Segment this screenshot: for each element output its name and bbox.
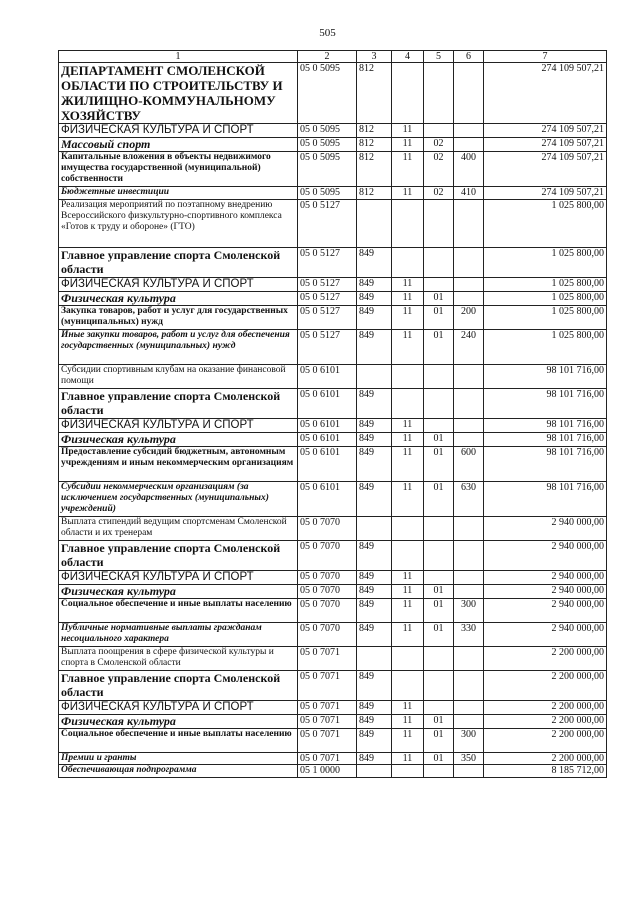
- expense-type-code: [454, 765, 484, 778]
- expense-type-code: [454, 418, 484, 432]
- section-code: [392, 247, 424, 277]
- table-row: [59, 646, 607, 670]
- administrator-code: 849: [357, 446, 392, 481]
- subsection-code: [424, 364, 454, 388]
- table-row: [59, 291, 607, 305]
- subsection-code: [424, 63, 454, 124]
- administrator-code: 812: [357, 138, 392, 152]
- administrator-code: 849: [357, 481, 392, 516]
- expense-type-code: 240: [454, 329, 484, 364]
- table-row: [59, 598, 607, 622]
- section-code: 11: [392, 584, 424, 598]
- administrator-code: 849: [357, 752, 392, 765]
- table-row: [59, 247, 607, 277]
- section-code: [392, 364, 424, 388]
- section-code: 11: [392, 432, 424, 446]
- item-name: Публичные нормативные выплаты гражданам несоциального характера: [59, 622, 298, 646]
- administrator-code: 849: [357, 418, 392, 432]
- administrator-code: [357, 364, 392, 388]
- item-name: Массовый спорт: [59, 138, 298, 152]
- target-article-code: 05 0 6101: [298, 446, 357, 481]
- table-row: [59, 124, 607, 138]
- item-name: Иные закупки товаров, работ и услуг для обеспечения государственных (муниципальных) нужд: [59, 329, 298, 364]
- section-code: [392, 540, 424, 570]
- target-article-code: 05 0 7070: [298, 584, 357, 598]
- amount: 2 200 000,00: [484, 728, 607, 752]
- amount: 1 025 800,00: [484, 291, 607, 305]
- expense-type-code: [454, 570, 484, 584]
- expense-type-code: [454, 516, 484, 540]
- subsection-code: 01: [424, 305, 454, 329]
- subsection-code: [424, 516, 454, 540]
- table-row: [59, 329, 607, 364]
- section-code: [392, 516, 424, 540]
- amount: 2 200 000,00: [484, 646, 607, 670]
- subsection-code: 01: [424, 584, 454, 598]
- target-article-code: 05 0 5127: [298, 277, 357, 291]
- table-row: [59, 584, 607, 598]
- administrator-code: 849: [357, 622, 392, 646]
- administrator-code: 849: [357, 432, 392, 446]
- administrator-code: 849: [357, 247, 392, 277]
- subsection-code: 01: [424, 752, 454, 765]
- budget-table: [58, 50, 607, 778]
- subsection-code: [424, 765, 454, 778]
- target-article-code: 05 0 7071: [298, 752, 357, 765]
- table-row: [59, 700, 607, 714]
- item-name: Реализация мероприятий по поэтапному внедрению Всероссийского физкультурно-спортивного комплекса «Готов к труду и обороне» (ГТО): [59, 199, 298, 247]
- target-article-code: 05 0 6101: [298, 481, 357, 516]
- expense-type-code: [454, 364, 484, 388]
- item-name: ДЕПАРТАМЕНТ СМОЛЕНСКОЙ ОБЛАСТИ ПО СТРОИТЕЛЬСТВУ И ЖИЛИЩНО-КОММУНАЛЬНОМУ ХОЗЯЙСТВУ: [59, 63, 298, 124]
- header-cell-5: 5: [424, 51, 454, 63]
- table-row: [59, 516, 607, 540]
- amount: 2 940 000,00: [484, 598, 607, 622]
- section-code: 11: [392, 277, 424, 291]
- section-code: 11: [392, 138, 424, 152]
- target-article-code: 05 0 7071: [298, 646, 357, 670]
- table-row: [59, 570, 607, 584]
- item-name: Физическая культура: [59, 291, 298, 305]
- item-name: Бюджетные инвестиции: [59, 187, 298, 200]
- target-article-code: 05 0 5095: [298, 152, 357, 187]
- amount: 1 025 800,00: [484, 329, 607, 364]
- item-name: Премии и гранты: [59, 752, 298, 765]
- expense-type-code: [454, 584, 484, 598]
- amount: 274 109 507,21: [484, 138, 607, 152]
- subsection-code: 01: [424, 446, 454, 481]
- amount: 274 109 507,21: [484, 187, 607, 200]
- table-row: [59, 63, 607, 124]
- expense-type-code: [454, 247, 484, 277]
- amount: 1 025 800,00: [484, 305, 607, 329]
- target-article-code: 05 0 5095: [298, 187, 357, 200]
- subsection-code: 02: [424, 152, 454, 187]
- expense-type-code: [454, 540, 484, 570]
- administrator-code: 849: [357, 570, 392, 584]
- expense-type-code: [454, 388, 484, 418]
- header-row: [59, 51, 607, 63]
- amount: 98 101 716,00: [484, 481, 607, 516]
- target-article-code: 05 0 7070: [298, 570, 357, 584]
- subsection-code: [424, 540, 454, 570]
- item-name: Главное управление спорта Смоленской области: [59, 247, 298, 277]
- subsection-code: [424, 247, 454, 277]
- target-article-code: 05 0 5127: [298, 247, 357, 277]
- item-name: ФИЗИЧЕСКАЯ КУЛЬТУРА И СПОРТ: [59, 124, 298, 138]
- table-row: [59, 388, 607, 418]
- expense-type-code: [454, 124, 484, 138]
- amount: 2 200 000,00: [484, 700, 607, 714]
- header-cell-3: 3: [357, 51, 392, 63]
- table-row: [59, 138, 607, 152]
- subsection-code: 01: [424, 598, 454, 622]
- amount: 98 101 716,00: [484, 364, 607, 388]
- target-article-code: 05 0 7070: [298, 622, 357, 646]
- section-code: 11: [392, 622, 424, 646]
- administrator-code: [357, 199, 392, 247]
- subsection-code: [424, 700, 454, 714]
- target-article-code: 05 0 7071: [298, 670, 357, 700]
- subsection-code: 02: [424, 187, 454, 200]
- target-article-code: 05 0 5095: [298, 124, 357, 138]
- expense-type-code: [454, 670, 484, 700]
- target-article-code: 05 0 5095: [298, 138, 357, 152]
- header-cell-1: 1: [59, 51, 298, 63]
- amount: 1 025 800,00: [484, 277, 607, 291]
- item-name: Выплата поощрения в сфере физической культуры и спорта в Смоленской области: [59, 646, 298, 670]
- administrator-code: 849: [357, 277, 392, 291]
- table-row: [59, 728, 607, 752]
- expense-type-code: 330: [454, 622, 484, 646]
- administrator-code: 849: [357, 291, 392, 305]
- table-row: [59, 432, 607, 446]
- expense-type-code: [454, 138, 484, 152]
- administrator-code: 849: [357, 329, 392, 364]
- section-code: [392, 199, 424, 247]
- section-code: [392, 388, 424, 418]
- item-name: Закупка товаров, работ и услуг для государственных (муниципальных) нужд: [59, 305, 298, 329]
- table-row: [59, 446, 607, 481]
- header-cell-4: 4: [392, 51, 424, 63]
- target-article-code: 05 0 7071: [298, 714, 357, 728]
- subsection-code: 01: [424, 622, 454, 646]
- target-article-code: 05 0 7071: [298, 728, 357, 752]
- item-name: Физическая культура: [59, 584, 298, 598]
- target-article-code: 05 0 6101: [298, 432, 357, 446]
- administrator-code: [357, 765, 392, 778]
- header-cell-2: 2: [298, 51, 357, 63]
- subsection-code: [424, 570, 454, 584]
- table-row: [59, 277, 607, 291]
- table-row: [59, 670, 607, 700]
- section-code: 11: [392, 305, 424, 329]
- section-code: 11: [392, 124, 424, 138]
- amount: 2 200 000,00: [484, 670, 607, 700]
- amount: 2 940 000,00: [484, 622, 607, 646]
- administrator-code: 849: [357, 714, 392, 728]
- section-code: 11: [392, 446, 424, 481]
- amount: 8 185 712,00: [484, 765, 607, 778]
- administrator-code: [357, 646, 392, 670]
- section-code: 11: [392, 291, 424, 305]
- administrator-code: 812: [357, 124, 392, 138]
- administrator-code: 812: [357, 152, 392, 187]
- amount: 2 940 000,00: [484, 540, 607, 570]
- administrator-code: 812: [357, 63, 392, 124]
- section-code: 11: [392, 481, 424, 516]
- item-name: Главное управление спорта Смоленской области: [59, 388, 298, 418]
- item-name: Социальное обеспечение и иные выплаты населению: [59, 728, 298, 752]
- header-cell-7: 7: [484, 51, 607, 63]
- table-row: [59, 481, 607, 516]
- item-name: ФИЗИЧЕСКАЯ КУЛЬТУРА И СПОРТ: [59, 700, 298, 714]
- administrator-code: 849: [357, 728, 392, 752]
- expense-type-code: [454, 291, 484, 305]
- table-row: [59, 187, 607, 200]
- subsection-code: 01: [424, 714, 454, 728]
- item-name: Субсидии спортивным клубам на оказание финансовой помощи: [59, 364, 298, 388]
- expense-type-code: 630: [454, 481, 484, 516]
- administrator-code: 849: [357, 388, 392, 418]
- administrator-code: 849: [357, 540, 392, 570]
- target-article-code: 05 0 7070: [298, 598, 357, 622]
- expense-type-code: 350: [454, 752, 484, 765]
- subsection-code: 01: [424, 329, 454, 364]
- amount: 1 025 800,00: [484, 199, 607, 247]
- target-article-code: 05 0 7071: [298, 700, 357, 714]
- subsection-code: 01: [424, 481, 454, 516]
- table-row: [59, 752, 607, 765]
- amount: 274 109 507,21: [484, 124, 607, 138]
- amount: 1 025 800,00: [484, 247, 607, 277]
- table-row: [59, 622, 607, 646]
- item-name: Капитальные вложения в объекты недвижимого имущества государственной (муниципальной) собственности: [59, 152, 298, 187]
- administrator-code: 812: [357, 187, 392, 200]
- table-row: [59, 714, 607, 728]
- section-code: 11: [392, 598, 424, 622]
- subsection-code: 01: [424, 728, 454, 752]
- target-article-code: 05 0 5127: [298, 199, 357, 247]
- amount: 98 101 716,00: [484, 418, 607, 432]
- target-article-code: 05 0 7070: [298, 516, 357, 540]
- target-article-code: 05 0 6101: [298, 418, 357, 432]
- item-name: ФИЗИЧЕСКАЯ КУЛЬТУРА И СПОРТ: [59, 418, 298, 432]
- subsection-code: [424, 670, 454, 700]
- expense-type-code: [454, 646, 484, 670]
- administrator-code: 849: [357, 305, 392, 329]
- section-code: 11: [392, 714, 424, 728]
- amount: 98 101 716,00: [484, 432, 607, 446]
- item-name: Главное управление спорта Смоленской области: [59, 670, 298, 700]
- table-row: [59, 540, 607, 570]
- header-cell-6: 6: [454, 51, 484, 63]
- target-article-code: 05 0 5127: [298, 291, 357, 305]
- section-code: [392, 765, 424, 778]
- amount: 2 940 000,00: [484, 570, 607, 584]
- section-code: [392, 63, 424, 124]
- section-code: [392, 646, 424, 670]
- amount: 98 101 716,00: [484, 446, 607, 481]
- subsection-code: [424, 418, 454, 432]
- target-article-code: 05 0 5127: [298, 329, 357, 364]
- item-name: ФИЗИЧЕСКАЯ КУЛЬТУРА И СПОРТ: [59, 277, 298, 291]
- item-name: Физическая культура: [59, 432, 298, 446]
- section-code: [392, 670, 424, 700]
- table-row: [59, 418, 607, 432]
- item-name: Предоставление субсидий бюджетным, автономным учреждениям и иным некоммерческим организациям: [59, 446, 298, 481]
- amount: 98 101 716,00: [484, 388, 607, 418]
- expense-type-code: 300: [454, 728, 484, 752]
- amount: 2 200 000,00: [484, 752, 607, 765]
- administrator-code: 849: [357, 700, 392, 714]
- administrator-code: [357, 516, 392, 540]
- target-article-code: 05 0 6101: [298, 364, 357, 388]
- expense-type-code: [454, 700, 484, 714]
- table-row: [59, 152, 607, 187]
- expense-type-code: [454, 432, 484, 446]
- target-article-code: 05 0 7070: [298, 540, 357, 570]
- expense-type-code: 410: [454, 187, 484, 200]
- item-name: Социальное обеспечение и иные выплаты населению: [59, 598, 298, 622]
- table-row: [59, 199, 607, 247]
- amount: 274 109 507,21: [484, 63, 607, 124]
- page-number: 505: [319, 27, 336, 39]
- administrator-code: 849: [357, 584, 392, 598]
- item-name: Выплата стипендий ведущим спортсменам Смоленской области и их тренерам: [59, 516, 298, 540]
- administrator-code: 849: [357, 670, 392, 700]
- subsection-code: [424, 124, 454, 138]
- item-name: Физическая культура: [59, 714, 298, 728]
- target-article-code: 05 0 5127: [298, 305, 357, 329]
- section-code: 11: [392, 418, 424, 432]
- subsection-code: [424, 646, 454, 670]
- expense-type-code: [454, 199, 484, 247]
- item-name: ФИЗИЧЕСКАЯ КУЛЬТУРА И СПОРТ: [59, 570, 298, 584]
- expense-type-code: 200: [454, 305, 484, 329]
- target-article-code: 05 0 6101: [298, 388, 357, 418]
- section-code: 11: [392, 728, 424, 752]
- target-article-code: 05 1 0000: [298, 765, 357, 778]
- subsection-code: [424, 277, 454, 291]
- table-row: [59, 305, 607, 329]
- item-name: Главное управление спорта Смоленской области: [59, 540, 298, 570]
- amount: 274 109 507,21: [484, 152, 607, 187]
- item-name: Субсидии некоммерческим организациям (за исключением государственных (муниципальных) учреждений): [59, 481, 298, 516]
- section-code: 11: [392, 570, 424, 584]
- expense-type-code: 600: [454, 446, 484, 481]
- table-row: [59, 364, 607, 388]
- subsection-code: 02: [424, 138, 454, 152]
- section-code: 11: [392, 752, 424, 765]
- section-code: 11: [392, 187, 424, 200]
- expense-type-code: [454, 63, 484, 124]
- subsection-code: [424, 388, 454, 418]
- expense-type-code: [454, 277, 484, 291]
- expense-type-code: [454, 714, 484, 728]
- target-article-code: 05 0 5095: [298, 63, 357, 124]
- administrator-code: 849: [357, 598, 392, 622]
- amount: 2 200 000,00: [484, 714, 607, 728]
- section-code: 11: [392, 329, 424, 364]
- subsection-code: 01: [424, 291, 454, 305]
- item-name: Обеспечивающая подпрограмма: [59, 765, 298, 778]
- subsection-code: 01: [424, 432, 454, 446]
- expense-type-code: 300: [454, 598, 484, 622]
- section-code: 11: [392, 152, 424, 187]
- section-code: 11: [392, 700, 424, 714]
- amount: 2 940 000,00: [484, 516, 607, 540]
- amount: 2 940 000,00: [484, 584, 607, 598]
- subsection-code: [424, 199, 454, 247]
- expense-type-code: 400: [454, 152, 484, 187]
- table-row: [59, 765, 607, 778]
